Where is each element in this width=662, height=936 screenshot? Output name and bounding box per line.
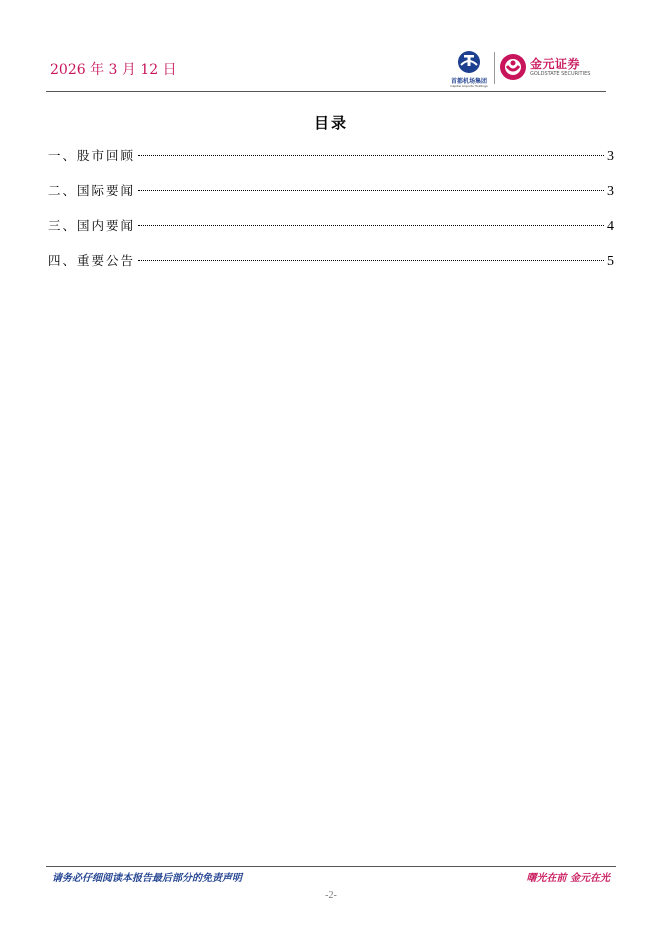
goldstate-securities-logo bbox=[498, 52, 606, 86]
toc-entry-label[interactable]: 三、国内要闻 bbox=[48, 218, 136, 233]
toc-entry-page[interactable]: 4 bbox=[607, 219, 614, 234]
footer-disclaimer: 请务必仔细阅读本报告最后部分的免责声明 bbox=[52, 873, 242, 884]
toc-leader-dots bbox=[138, 190, 604, 191]
goldstate-logo-text: 金元证券 bbox=[530, 57, 581, 71]
header-rule bbox=[46, 91, 606, 92]
footer-rule bbox=[46, 866, 616, 867]
toc-entry-label[interactable]: 一、股市回顾 bbox=[48, 148, 136, 163]
page-header bbox=[46, 48, 606, 92]
airport-emblem-icon bbox=[457, 50, 481, 74]
airport-logo-text: 首都机场集团 bbox=[450, 78, 487, 85]
toc-title: 目录 bbox=[313, 114, 348, 132]
capital-airports-logo bbox=[446, 50, 492, 90]
toc-entry-page[interactable]: 3 bbox=[607, 184, 614, 199]
toc-leader-dots bbox=[138, 155, 604, 156]
toc-entry-label[interactable]: 四、重要公告 bbox=[48, 253, 136, 268]
logo-divider bbox=[494, 52, 495, 84]
toc-entry[interactable] bbox=[48, 146, 614, 181]
goldstate-logo-subtext: GOLDSTATE SECURITIES bbox=[530, 71, 591, 77]
airport-logo-subtext: Capital Airports Holdings bbox=[450, 84, 488, 88]
toc-entry[interactable] bbox=[48, 216, 614, 251]
table-of-contents bbox=[48, 146, 614, 286]
toc-leader-dots bbox=[138, 225, 604, 226]
toc-leader-dots bbox=[138, 260, 604, 261]
goldstate-emblem-icon bbox=[498, 52, 528, 82]
toc-entry-label[interactable]: 二、国际要闻 bbox=[48, 183, 136, 198]
toc-entry-page[interactable]: 3 bbox=[607, 149, 614, 164]
footer-slogan: 曙光在前 金元在光 bbox=[526, 873, 610, 884]
page-number: -2- bbox=[325, 890, 337, 901]
toc-entry-page[interactable]: 5 bbox=[607, 254, 614, 269]
report-date: 2026 年 3 月 12 日 bbox=[50, 62, 177, 78]
toc-entry[interactable] bbox=[48, 181, 614, 216]
toc-entry[interactable] bbox=[48, 251, 614, 286]
